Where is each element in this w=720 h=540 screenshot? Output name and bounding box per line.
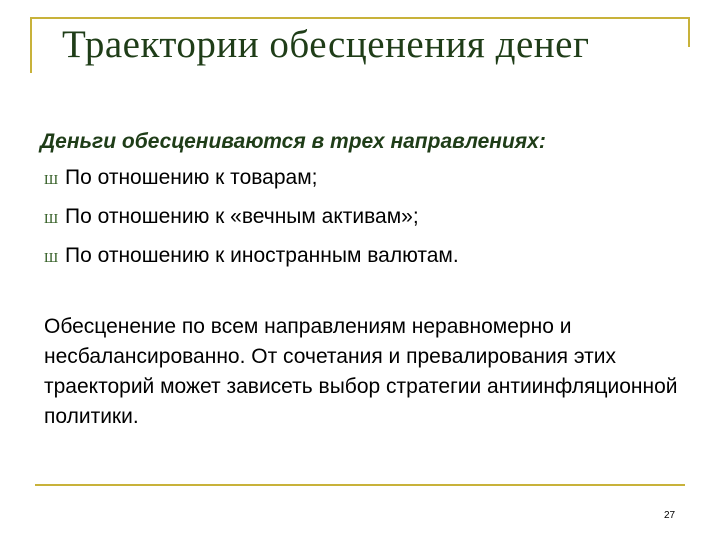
frame-left-line: [30, 17, 32, 73]
list-item-text: По отношению к иностранным валютам.: [65, 244, 459, 267]
frame-top-line: [30, 17, 690, 19]
list-item: [44, 166, 459, 205]
bullet-icon: Ш: [44, 212, 59, 227]
bullet-list: [44, 166, 459, 283]
list-item-text: По отношению к товарам;: [65, 166, 318, 189]
list-item-text: По отношению к «вечным активам»;: [65, 205, 419, 228]
bullet-icon: Ш: [44, 173, 59, 188]
page-number: 27: [664, 510, 676, 521]
slide-subheading: Деньги обесцениваются в трех направлениях:: [40, 130, 546, 153]
frame-right-line: [688, 17, 690, 47]
list-item: [44, 205, 459, 244]
frame-bottom-line: [35, 484, 685, 486]
bullet-icon: Ш: [44, 251, 59, 266]
list-item: [44, 244, 459, 283]
body-paragraph: Обесценение по всем направлениям неравномерно и несбалансированно. От сочетания и превалирования этих траекторий может зависеть выбор стратегии антиинфляционной политики.: [44, 315, 678, 428]
slide-title: Траектории обесценения денег: [62, 23, 590, 66]
